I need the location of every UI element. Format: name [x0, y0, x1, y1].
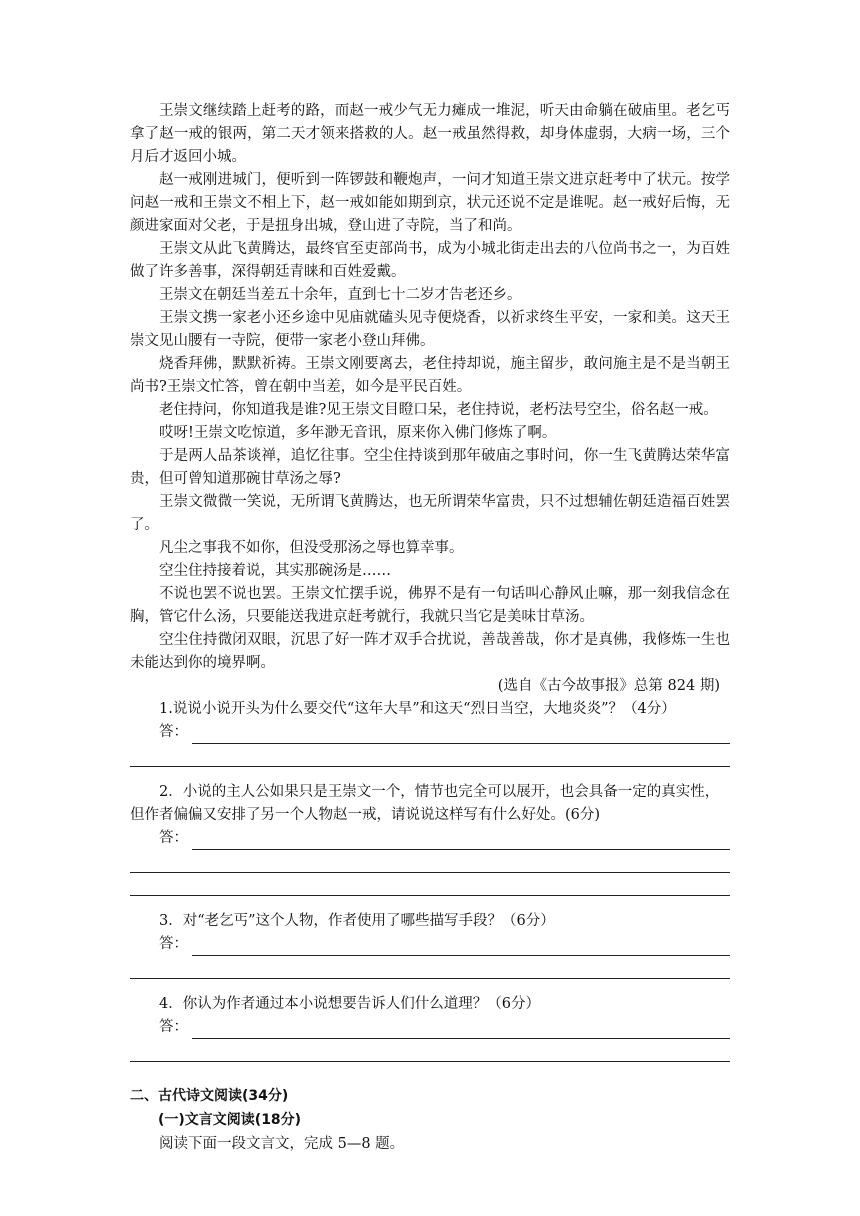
story-paragraph: 凡尘之事我不如你，但没受那汤之辱也算幸事。 [159, 540, 464, 556]
answer-label: 答： [159, 1019, 188, 1035]
story-text [130, 100, 730, 698]
answer-line[interactable] [192, 939, 730, 956]
story-paragraph: 哎呀!王崇文吃惊道，多年渺无音讯，原来你入佛门修炼了啊。 [159, 425, 557, 441]
answer-line[interactable] [130, 744, 730, 767]
story-paragraph: 王崇文继续踏上赶考的路，而赵一戒少气无力瘫成一堆泥，听天由命躺在破庙里。老乞丐拿了赵一戒的银两，第二天才领来搭救的人。赵一戒虽然得救，却身体虚弱，大病一场，三个月后才返回小城。 [130, 103, 730, 165]
question-2 [130, 781, 730, 896]
page-content [130, 100, 730, 1156]
answer-row [130, 1016, 730, 1039]
story-source: (选自《古今故事报》总第 824 期) [497, 678, 720, 694]
answer-label: 答： [159, 830, 188, 846]
answer-line[interactable] [192, 727, 730, 744]
answer-label: 答： [159, 936, 188, 952]
story-paragraph: 王崇文携一家老小还乡途中见庙就磕头见寺便烧香，以祈求终生平安，一家和美。这天王崇文见山腰有一寺院，便带一家老小登山拜佛。 [130, 310, 730, 349]
answer-line[interactable] [130, 850, 730, 873]
story-paragraph: 空尘住持接着说，其实那碗汤是…… [159, 563, 391, 579]
section-subtitle: (一)文言文阅读(18分) [158, 1112, 302, 1128]
answer-line[interactable] [192, 1022, 730, 1039]
story-paragraph: 于是两人品茶谈禅，追忆往事。空尘住持谈到那年破庙之事时问，你一生飞黄腾达荣华富贵，但可曾知道那碗甘草汤之辱? [130, 448, 730, 487]
story-paragraph: 王崇文在朝廷当差五十余年，直到七十二岁才告老还乡。 [159, 287, 522, 303]
question-text: 3．对“老乞丐”这个人物，作者使用了哪些描写手段？（6分） [159, 913, 555, 929]
answer-line[interactable] [130, 956, 730, 979]
answer-row [130, 827, 730, 850]
story-paragraph: 赵一戒刚进城门，便听到一阵锣鼓和鞭炮声，一问才知道王崇文进京赶考中了状元。按学问赵一戒和王崇文不相上下，赵一戒如能如期到京，状元还说不定是谁呢。赵一戒好后悔，无颜进家面对父老，于是扭身出城，登山进了寺院，当了和尚。 [130, 172, 730, 234]
answer-row [130, 933, 730, 956]
answer-line[interactable] [192, 833, 730, 850]
story-paragraph: 王崇文从此飞黄腾达，最终官至吏部尚书，成为小城北街走出去的八位尚书之一，为百姓做了许多善事，深得朝廷青睐和百姓爱戴。 [130, 241, 730, 280]
story-paragraph: 空尘住持微闭双眼，沉思了好一阵才双手合扰说，善哉善哉，你才是真佛，我修炼一生也未能达到你的境界啊。 [130, 632, 730, 671]
question-3 [130, 910, 730, 979]
question-text: 1.说说小说开头为什么要交代“这年大旱”和这天“烈日当空，大地炎炎”？（4分） [159, 701, 676, 717]
answer-line[interactable] [130, 873, 730, 896]
story-paragraph: 老住持问，你知道我是谁?见王崇文目瞪口呆，老住持说，老朽法号空尘，俗名赵一戒。 [159, 402, 718, 418]
section-intro: 阅读下面一段文言文，完成 5—8 题。 [159, 1136, 405, 1152]
question-1 [130, 698, 730, 767]
section-title: 二、古代诗文阅读(34分) [130, 1088, 289, 1104]
question-4 [130, 993, 730, 1062]
question-text: 4．你认为作者通过本小说想要告诉人们什么道理？（6分） [159, 996, 540, 1012]
story-paragraph: 烧香拜佛，默默祈祷。王崇文刚要离去，老住持却说，施主留步，敢问施主是不是当朝王尚书?王崇文忙答，曾在朝中当差，如今是平民百姓。 [130, 356, 730, 395]
story-paragraph: 王崇文微微一笑说，无所谓飞黄腾达，也无所谓荣华富贵，只不过想辅佐朝廷造福百姓罢了。 [130, 494, 730, 533]
answer-row [130, 721, 730, 744]
story-paragraph: 不说也罢不说也罢。王崇文忙摆手说，佛界不是有一句话叫心静风止嘛，那一刻我信念在胸，管它什么汤，只要能送我进京赶考就行，我就只当它是美味甘草汤。 [130, 586, 730, 625]
answer-line[interactable] [130, 1039, 730, 1062]
answer-label: 答： [159, 724, 188, 740]
question-text: 2．小说的主人公如果只是王崇文一个，情节也完全可以展开，也会具备一定的真实性，但作者偏偏又安排了另一个人物赵一戒，请说说这样写有什么好处。(6分) [130, 784, 720, 823]
